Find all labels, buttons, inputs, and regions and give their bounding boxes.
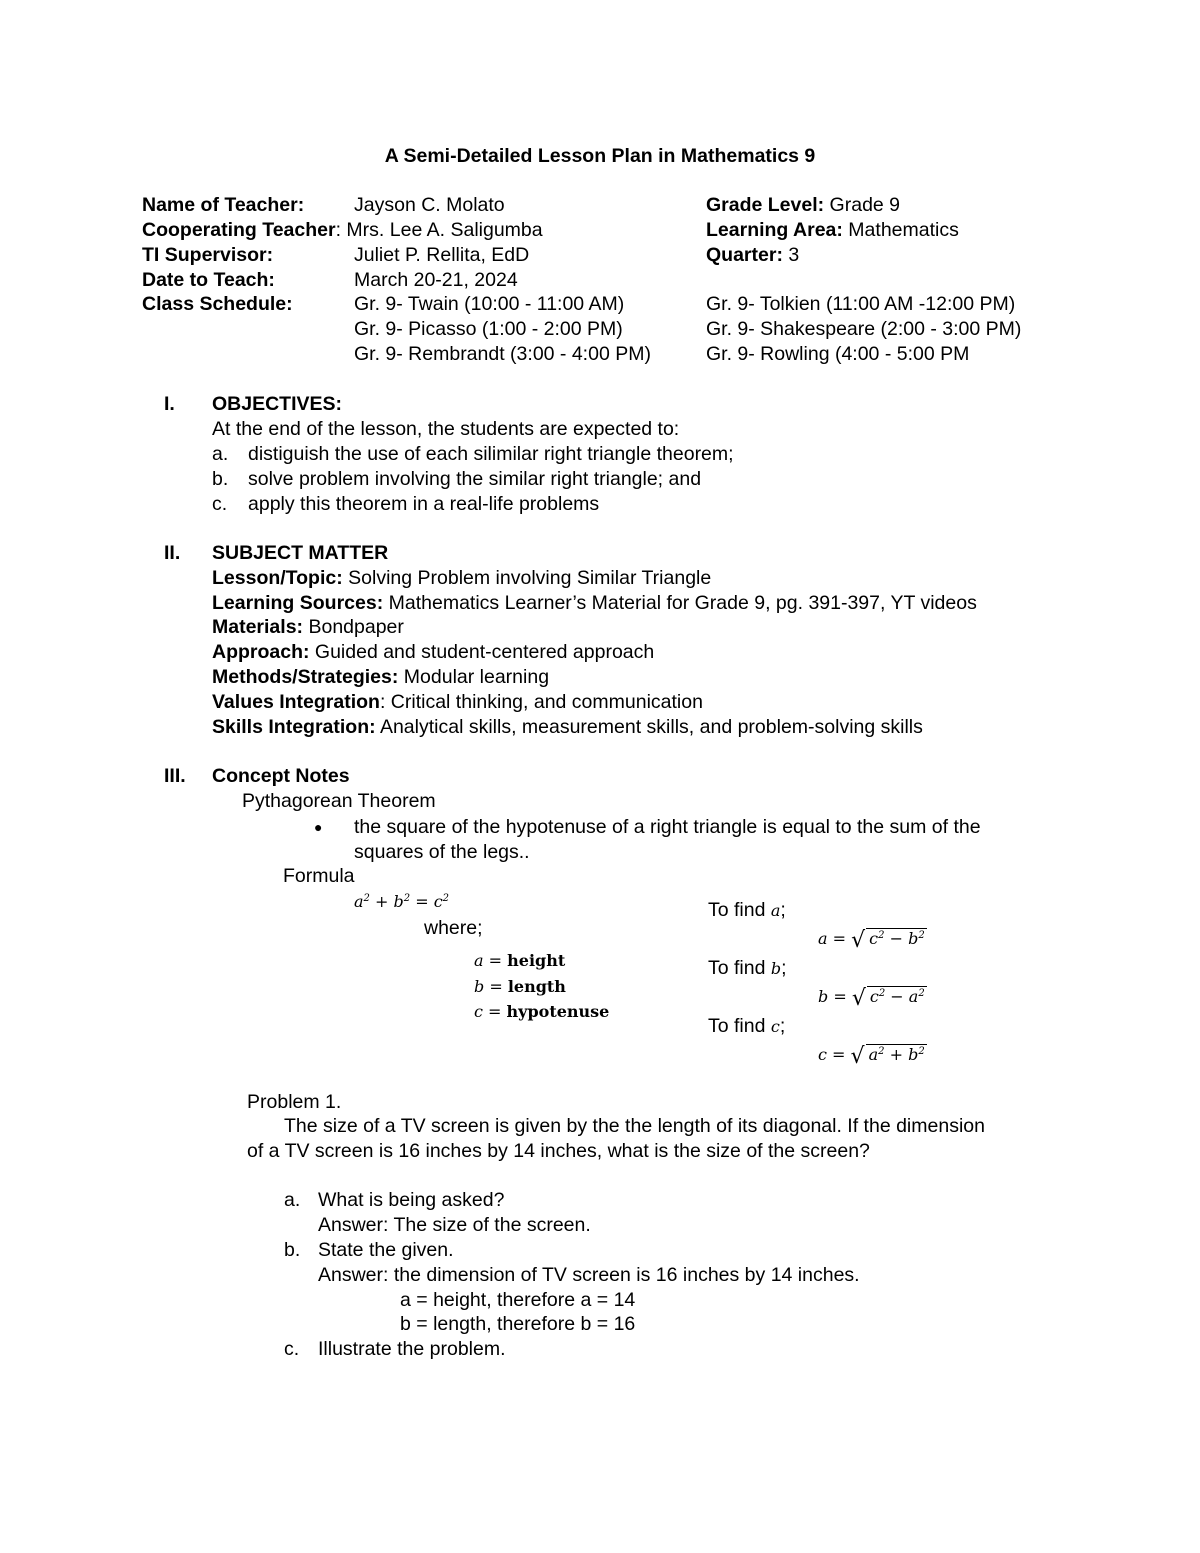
schedule-item: Gr. 9- Rembrandt (3:00 - 4:00 PM): [354, 343, 651, 365]
subject-value: Mathematics Learner’s Material for Grade 9, pg. 391-397, YT videos: [383, 592, 977, 614]
objectives-intro: At the end of the lesson, the students are expected to:: [212, 418, 680, 440]
find-a-text: To find: [708, 899, 771, 921]
formula-find-c: c = √ $a^2 + b^2$: [818, 1044, 925, 1069]
objectives-heading: OBJECTIVES:: [212, 393, 343, 415]
theorem-statement-line1: the square of the hypotenuse of a right triangle is equal to the sum of the: [354, 816, 981, 838]
quarter-value: 3: [782, 244, 800, 266]
problem-line1: The size of a TV screen is given by the the length of its diagonal. If the dimension: [284, 1115, 985, 1137]
objective-text: distiguish the use of each silimilar right triangle theorem;: [248, 443, 734, 465]
objective-text: apply this theorem in a real-life problems: [248, 493, 600, 515]
subject-value: : Critical thinking, and communication: [379, 691, 703, 713]
area-label: Learning Area:: [706, 219, 843, 241]
subject-value: Solving Problem involving Similar Triangle: [342, 567, 712, 589]
schedule-item: Gr. 9- Tolkien (11:00 AM -12:00 PM): [706, 293, 1016, 315]
quarter-label: Quarter:: [706, 244, 783, 266]
subject-row: [212, 666, 549, 689]
formula-find-a: a = √ $c^2 - b^2$: [818, 928, 925, 953]
definition-a: a = height: [474, 951, 566, 970]
subject-value: Modular learning: [398, 666, 550, 688]
subject-value: Bondpaper: [303, 616, 404, 638]
subject-label: Skills Integration:: [212, 716, 376, 738]
problem-title: Problem 1.: [247, 1091, 342, 1113]
section-numeral: III.: [164, 765, 186, 787]
step-question: State the given.: [318, 1239, 454, 1261]
objective-letter: b.: [212, 468, 229, 490]
subject-row: [212, 691, 703, 714]
schedule-item: Gr. 9- Twain (10:00 - 11:00 AM): [354, 293, 625, 315]
subject-row: [212, 592, 977, 615]
schedule-label: Class Schedule:: [142, 293, 293, 315]
find-b-label: To find b;: [708, 957, 787, 979]
definition-c: c = hypotenuse: [474, 1002, 610, 1021]
teacher-value: Jayson C. Molato: [354, 194, 505, 216]
subject-row: [212, 641, 654, 664]
subject-label: Materials:: [212, 616, 304, 638]
schedule-item: Gr. 9- Picasso (1:00 - 2:00 PM): [354, 318, 623, 340]
step-question: Illustrate the problem.: [318, 1338, 506, 1360]
schedule-item: Gr. 9- Shakespeare (2:00 - 3:00 PM): [706, 318, 1022, 340]
step-answer: Answer: the dimension of TV screen is 16 inches by 14 inches.: [318, 1264, 860, 1286]
theorem-statement-line2: squares of the legs..: [354, 841, 530, 863]
subject-label: Values Integration: [212, 691, 380, 713]
subject-row: [212, 567, 711, 590]
subject-row: [212, 716, 923, 739]
theorem-name: Pythagorean Theorem: [242, 790, 436, 812]
date-label: Date to Teach:: [142, 269, 275, 291]
definition-c-word: hypotenuse: [506, 1002, 610, 1021]
step-question: What is being asked?: [318, 1189, 505, 1211]
formula-find-b: b = √ $c^2 - a^2$: [818, 986, 925, 1011]
step-answer: Answer: The size of the screen.: [318, 1214, 591, 1236]
find-c-label: To find c;: [708, 1015, 786, 1037]
subject-row: [212, 616, 404, 639]
section-numeral: I.: [164, 393, 175, 415]
page-title: A Semi-Detailed Lesson Plan in Mathematics 9: [384, 145, 816, 167]
subject-label: Learning Sources:: [212, 592, 384, 614]
step-letter: c.: [284, 1338, 300, 1360]
supervisor-label: TI Supervisor:: [142, 244, 274, 266]
subject-label: Lesson/Topic:: [212, 567, 343, 589]
subject-label: Approach:: [212, 641, 310, 663]
area-row: [706, 219, 959, 242]
bullet-icon: ●: [314, 819, 323, 835]
subject-label: Methods/Strategies:: [212, 666, 399, 688]
find-a-label: To find a;: [708, 899, 786, 921]
find-b-text: To find: [708, 957, 771, 979]
where-label: where;: [424, 917, 483, 939]
supervisor-value: Juliet P. Rellita, EdD: [354, 244, 530, 266]
grade-value: Grade 9: [824, 194, 901, 216]
quarter-row: [706, 244, 799, 267]
coop-row: [142, 219, 543, 242]
grade-row: [706, 194, 900, 217]
teacher-label: Name of Teacher:: [142, 194, 305, 216]
formula-label: Formula: [283, 865, 355, 887]
definition-b: b = length: [474, 977, 566, 996]
step-letter: a.: [284, 1189, 301, 1211]
step-letter: b.: [284, 1239, 301, 1261]
given-height: a = height, therefore a = 14: [400, 1289, 636, 1311]
objective-letter: a.: [212, 443, 229, 465]
schedule-item: Gr. 9- Rowling (4:00 - 5:00 PM: [706, 343, 970, 365]
objective-text: solve problem involving the similar right triangle; and: [248, 468, 702, 490]
subject-value: Guided and student-centered approach: [309, 641, 655, 663]
subject-value: Analytical skills, measurement skills, and problem-solving skills: [375, 716, 923, 738]
definition-a-word: height: [507, 951, 566, 970]
concept-heading: Concept Notes: [212, 765, 350, 787]
coop-label: Cooperating Teacher: [142, 219, 336, 241]
date-value: March 20-21, 2024: [354, 269, 518, 291]
section-numeral: II.: [164, 542, 181, 564]
find-c-text: To find: [708, 1015, 771, 1037]
definition-b-word: length: [507, 977, 566, 996]
coop-value: : Mrs. Lee A. Saligumba: [335, 219, 543, 241]
area-value: Mathematics: [842, 219, 959, 241]
subject-heading: SUBJECT MATTER: [212, 542, 389, 564]
problem-line2: of a TV screen is 16 inches by 14 inches, what is the size of the screen?: [247, 1140, 870, 1162]
objective-letter: c.: [212, 493, 228, 515]
given-length: b = length, therefore b = 16: [400, 1313, 636, 1335]
pythagorean-formula: $a^2 + b^2 = c^2$: [354, 892, 450, 911]
grade-label: Grade Level:: [706, 194, 825, 216]
